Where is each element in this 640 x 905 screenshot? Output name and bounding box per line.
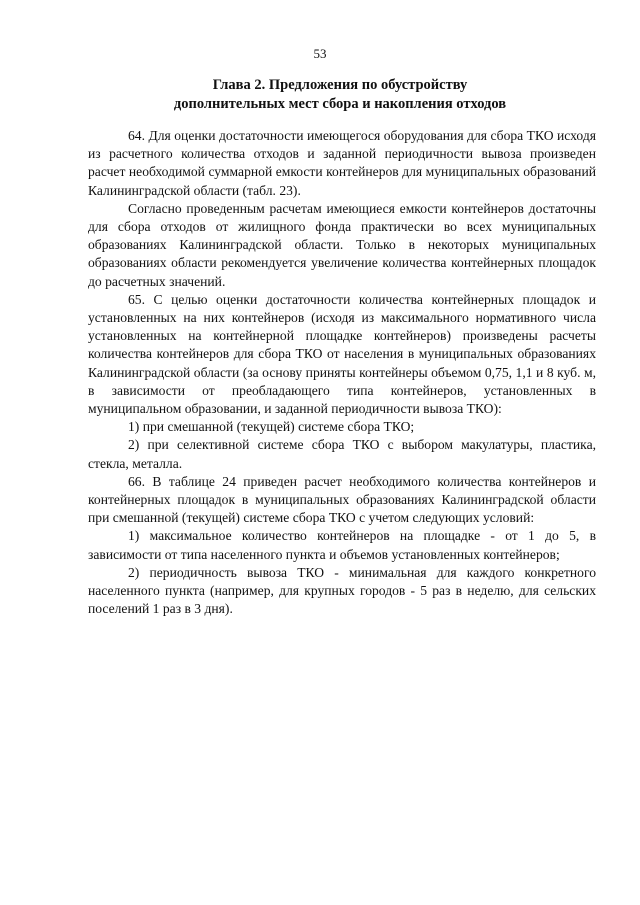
chapter-heading-line-1: Глава 2. Предложения по обустройству — [212, 77, 468, 93]
paragraph-65: 65. С целью оценки достаточности количества контейнерных площадок и установленных на них контейнеров (исходя из максимального нормативного числа установленных на контейнерной площадке контейнеров) произведены расчеты количества контейнеров для сбора ТКО от населения в муниципальных образованиях Калининградской области (за основу приняты контейнеры объемом 0,75, 1,1 и 8 куб. м, в зависимости от преобладающего типа контейнеров, установленных в муниципальном образовании, и заданной периодичности вывоза ТКО): — [88, 291, 596, 417]
list-item-selective-system: 2) при селективной системе сбора ТКО с выбором макулатуры, пластика, стекла, металла. — [88, 437, 596, 471]
paragraph-64: 64. Для оценки достаточности имеющегося оборудования для сбора ТКО исходя из расчетного количества отходов и заданной периодичности вывоза произведен расчет необходимой суммарной емкости контейнеров для муниципальных образований Калининградской области (табл. 23). — [88, 128, 596, 198]
condition-item-removal-frequency: 2) периодичность вывоза ТКО - минимальная для каждого конкретного населенного пункта (например, для крупных городов - 5 раз в неделю, для сельских поселений 1 раз в 3 дня). — [88, 564, 596, 617]
document-body — [88, 127, 596, 618]
chapter-heading — [80, 76, 600, 114]
paragraph-66: 66. В таблице 24 приведен расчет необходимого количества контейнеров и контейнерных площадок в муниципальных образованиях Калининградской области при смешанной (текущей) системе сбора ТКО с учетом следующих условий: — [88, 473, 596, 526]
list-item-mixed-system: 1) при смешанной (текущей) системе сбора ТКО; — [128, 419, 415, 435]
page-number: 53 — [313, 46, 327, 61]
condition-item-max-containers: 1) максимальное количество контейнеров на площадке - от 1 до 5, в зависимости от типа населенного пункта и объемов установленных контейнеров; — [88, 528, 596, 562]
chapter-heading-line-2: дополнительных мест сбора и накопления отходов — [173, 96, 507, 112]
paragraph-conclusion: Согласно проведенным расчетам имеющиеся емкости контейнеров достаточны для сбора отходов от жилищного фонда практически во всех муниципальных образованиях Калининградской области. Только в некоторых муниципальных образованиях области рекомендуется увеличение количества контейнерных площадок до расчетных значений. — [88, 200, 596, 289]
